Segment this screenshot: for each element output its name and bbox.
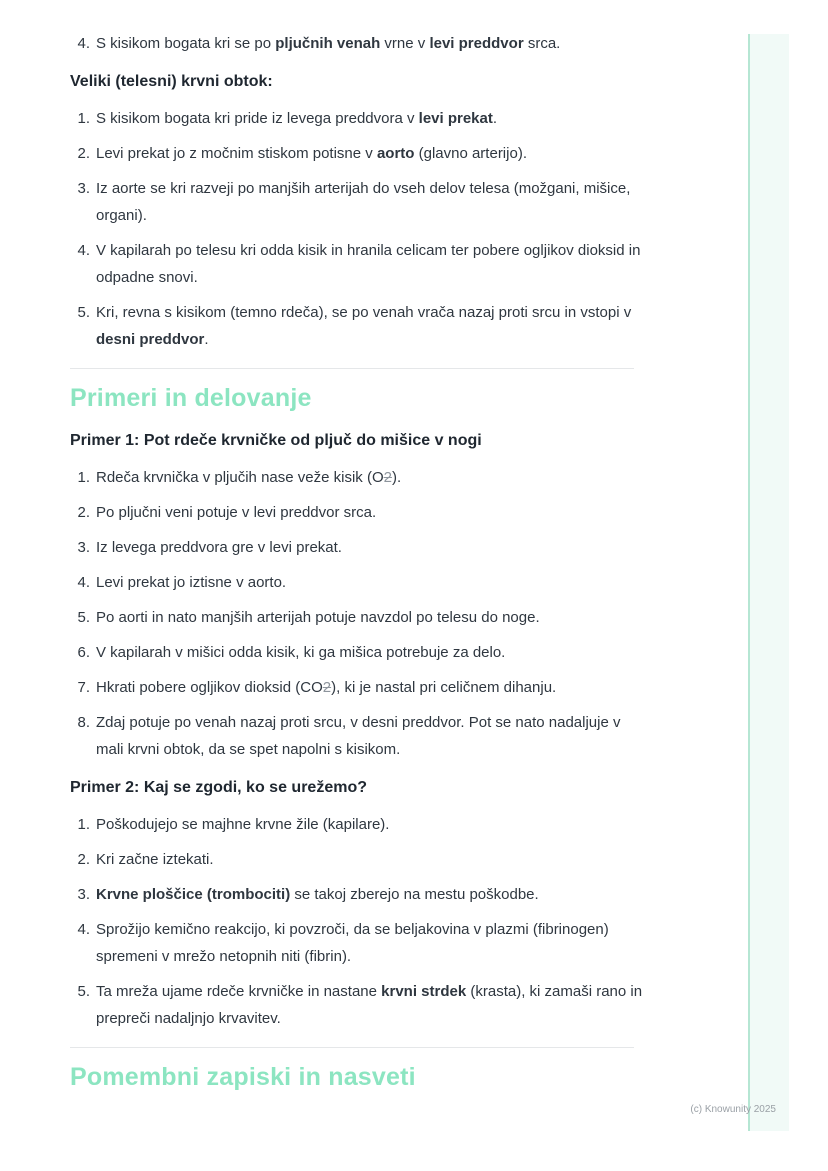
list-item	[70, 604, 655, 631]
list-item	[70, 978, 655, 1032]
list-item-number: 7.	[77, 679, 90, 696]
list-item-text: S kisikom bogata kri se po pljučnih venah vrne v levi preddvor srca.	[96, 35, 561, 52]
document-content	[70, 0, 655, 1110]
list-item-number: 1.	[77, 110, 90, 127]
list-item-number: 1.	[77, 469, 90, 486]
section-divider-2	[70, 1047, 634, 1048]
list-item	[70, 499, 655, 526]
list-item-number: 3.	[77, 539, 90, 556]
list-item	[70, 534, 655, 561]
list-item	[70, 674, 655, 701]
list-item	[70, 811, 655, 838]
list-item-text: Hkrati pobere ogljikov dioksid (CO2), ki je nastal pri celičnem dihanju.	[96, 679, 557, 696]
veliki-obtok-heading: Veliki (telesni) krvni obtok:	[70, 73, 273, 90]
pljucni-obtok-list	[70, 30, 655, 57]
list-item	[70, 105, 655, 132]
primer1-heading: Primer 1: Pot rdeče krvničke od pljuč do mišice v nogi	[70, 432, 482, 449]
list-item-number: 8.	[77, 714, 90, 731]
primer1-list	[70, 464, 655, 763]
list-item-number: 4.	[77, 35, 90, 52]
list-item-number: 3.	[77, 180, 90, 197]
list-item	[70, 709, 655, 763]
list-item-text: Kri začne iztekati.	[96, 851, 214, 868]
list-item-text: S kisikom bogata kri pride iz levega preddvora v levi prekat.	[96, 110, 498, 127]
list-item-text: Sprožijo kemično reakcijo, ki povzroči, da se beljakovina v plazmi (fibrinogen) spremeni v mrežo netopnih niti (fibrin).	[96, 921, 609, 965]
list-item-number: 4.	[77, 242, 90, 259]
list-item-number: 2.	[77, 851, 90, 868]
list-item-text: Levi prekat jo z močnim stiskom potisne v aorto (glavno arterijo).	[96, 145, 527, 162]
list-item-text: Kri, revna s kisikom (temno rdeča), se po venah vrača nazaj proti srcu in vstopi v desni preddvor.	[96, 304, 632, 348]
list-item-number: 4.	[77, 574, 90, 591]
list-item-number: 6.	[77, 644, 90, 661]
list-item-text: Levi prekat jo iztisne v aorto.	[96, 574, 287, 591]
copyright-footer: (c) Knowunity 2025	[690, 1104, 776, 1115]
page-edge-decoration	[748, 34, 789, 1131]
pomembni-section-heading: Pomembni zapiski in nasveti	[70, 1063, 416, 1091]
veliki-obtok-list	[70, 105, 655, 353]
list-item	[70, 30, 655, 57]
list-item	[70, 464, 655, 491]
list-item-text: V kapilarah v mišici odda kisik, ki ga mišica potrebuje za delo.	[96, 644, 506, 661]
list-item-text: Zdaj potuje po venah nazaj proti srcu, v desni preddvor. Pot se nato nadaljuje v mali krvni obtok, da se spet napolni s kisikom.	[96, 714, 621, 758]
section-divider-1	[70, 368, 634, 369]
list-item-number: 1.	[77, 816, 90, 833]
list-item-text: Iz aorte se kri razveji po manjših arterijah do vseh delov telesa (možgani, mišice, organi).	[96, 180, 631, 224]
list-item	[70, 237, 655, 291]
list-item-text: Ta mreža ujame rdeče krvničke in nastane krvni strdek (krasta), ki zamaši rano in prepreči nadaljnjo krvavitev.	[96, 983, 643, 1027]
primeri-section-heading: Primeri in delovanje	[70, 384, 312, 412]
list-item-text: Krvne ploščice (trombociti) se takoj zberejo na mestu poškodbe.	[96, 886, 539, 903]
list-item	[70, 175, 655, 229]
list-item-text: Po aorti in nato manjših arterijah potuje navzdol po telesu do noge.	[96, 609, 540, 626]
list-item-text: Po pljučni veni potuje v levi preddvor srca.	[96, 504, 377, 521]
list-item-text: Rdeča krvnička v pljučih nase veže kisik (O2).	[96, 469, 402, 486]
list-item-text: Iz levega preddvora gre v levi prekat.	[96, 539, 342, 556]
list-item-number: 3.	[77, 886, 90, 903]
list-item-number: 4.	[77, 921, 90, 938]
primer2-list	[70, 811, 655, 1032]
list-item	[70, 569, 655, 596]
list-item	[70, 639, 655, 666]
list-item	[70, 881, 655, 908]
list-item	[70, 299, 655, 353]
primer2-heading: Primer 2: Kaj se zgodi, ko se urežemo?	[70, 779, 367, 796]
list-item-text: V kapilarah po telesu kri odda kisik in hranila celicam ter pobere ogljikov dioksid in odpadne snovi.	[96, 242, 641, 286]
list-item	[70, 846, 655, 873]
list-item-number: 2.	[77, 145, 90, 162]
list-item-number: 5.	[77, 983, 90, 1000]
list-item-text: Poškodujejo se majhne krvne žile (kapilare).	[96, 816, 390, 833]
list-item-number: 5.	[77, 609, 90, 626]
list-item-number: 2.	[77, 504, 90, 521]
list-item-number: 5.	[77, 304, 90, 321]
list-item	[70, 916, 655, 970]
list-item	[70, 140, 655, 167]
